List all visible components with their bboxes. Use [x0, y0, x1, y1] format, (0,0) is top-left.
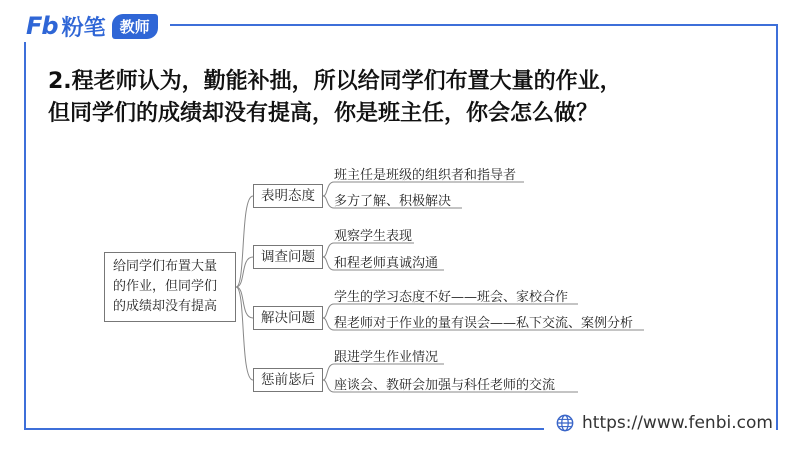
mindmap-root-node [104, 252, 236, 322]
logo-name: 粉笔 [61, 15, 106, 41]
leaf-4-1: 跟进学生作业情况 [334, 350, 439, 365]
root-text-line-3: 的成绩却没有提高 [113, 299, 218, 314]
branch-node-1: 表明态度 [253, 184, 323, 208]
logo-mark: Fb [26, 12, 58, 40]
connector-root-b2 [236, 257, 253, 287]
connector-root-b3 [236, 287, 253, 318]
question-line-1: 2.程老师认为，勤能补拙，所以给同学们布置大量的作业， [48, 69, 622, 94]
question-line-2: 但同学们的成绩却没有提高，你是班主任，你会怎么做？ [48, 101, 599, 126]
leaf-2-1: 观察学生表现 [334, 229, 413, 244]
branch-node-2: 调查问题 [253, 245, 323, 269]
leaf-3-1: 学生的学习态度不好——班会、家校合作 [334, 290, 569, 305]
leaf-3-2: 程老师对于作业的量有误会——私下交流、案例分析 [334, 316, 634, 331]
leaf-2-2: 和程老师真诚沟通 [334, 256, 439, 271]
leaf-1-2: 多方了解、积极解决 [334, 194, 452, 209]
globe-icon [556, 414, 574, 432]
branch-node-4: 惩前毖后 [253, 368, 323, 392]
root-text-line-2: 的作业，但同学们 [113, 279, 218, 294]
footer-url[interactable] [556, 413, 773, 433]
leaf-4-2: 座谈会、教研会加强与科任老师的交流 [334, 378, 556, 393]
root-text-line-1: 给同学们布置大量 [113, 259, 218, 274]
leaf-1-1: 班主任是班级的组织者和指导者 [334, 168, 517, 183]
logo-tag: 教师 [112, 14, 158, 39]
branch-node-3: 解决问题 [253, 306, 323, 330]
connector-root-b1 [236, 196, 253, 287]
connector-root-b4 [236, 287, 253, 380]
footer-url-text[interactable]: https://www.fenbi.com [582, 413, 773, 433]
